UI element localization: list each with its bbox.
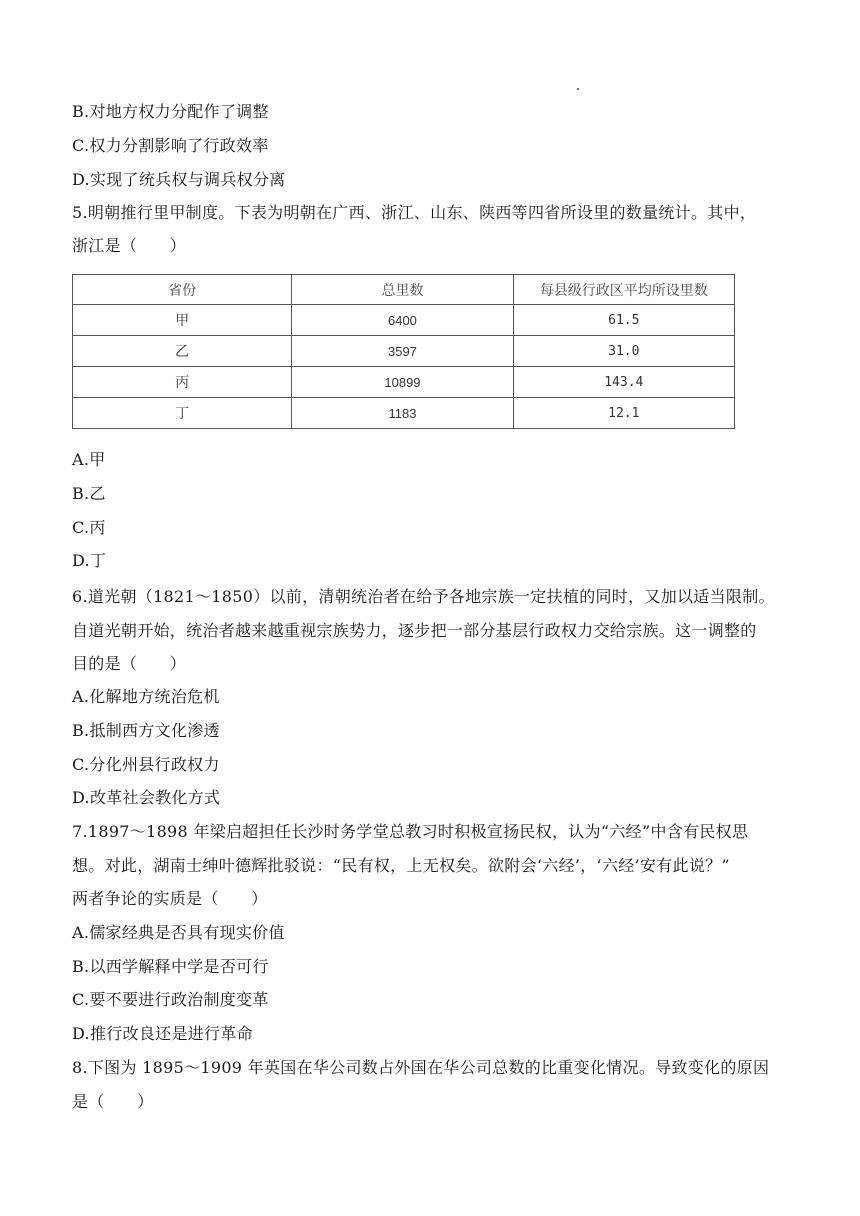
q6-option-a: A.化解地方统治危机 xyxy=(72,687,220,706)
table-row xyxy=(73,336,735,367)
q7-option-d: D.推行改良还是进行革命 xyxy=(72,1024,253,1043)
q8-stem-line1: 8.下图为 1895～1909 年英国在华公司数占外国在华公司总数的比重变化情况。导致变化的原因 xyxy=(72,1058,770,1077)
table-header: 省份 xyxy=(73,275,292,305)
q4-option-c: C.权力分割影响了行政效率 xyxy=(72,136,269,155)
table-row xyxy=(73,398,735,429)
data-table xyxy=(72,274,735,429)
table-cell: 甲 xyxy=(73,305,292,336)
table-cell: 10899 xyxy=(292,367,513,398)
table-cell: 61.5 xyxy=(513,305,734,336)
q7-stem-line1: 7.1897～1898 年梁启超担任长沙时务学堂总教习时积极宣扬民权，认为“六经”中含有民权思 xyxy=(72,822,749,841)
q6-option-c: C.分化州县行政权力 xyxy=(72,755,220,774)
q6-stem-line1: 6.道光朝（1821～1850）以前，清朝统治者在给予各地宗族一定扶植的同时，又加以适当限制。 xyxy=(72,587,775,606)
table-cell: 1183 xyxy=(292,398,513,429)
table-cell: 6400 xyxy=(292,305,513,336)
q8-stem-line2: 是（ ） xyxy=(72,1092,154,1111)
table-cell: 3597 xyxy=(292,336,513,367)
table-header: 总里数 xyxy=(292,275,513,305)
table-row xyxy=(73,305,735,336)
q6-stem-line3: 目的是（ ） xyxy=(72,654,187,673)
stray-dot xyxy=(577,88,579,90)
table-header: 每县级行政区平均所设里数 xyxy=(513,275,734,305)
table-cell: 143.4 xyxy=(513,367,734,398)
table-cell: 乙 xyxy=(73,336,292,367)
q5-stem-line2: 浙江是（ ） xyxy=(72,236,187,255)
table-cell: 12.1 xyxy=(513,398,734,429)
q7-option-c: C.要不要进行政治制度变革 xyxy=(72,990,269,1009)
q5-option-a: A.甲 xyxy=(72,450,106,469)
q6-stem-line2: 自道光朝开始，统治者越来越重视宗族势力，逐步把一部分基层行政权力交给宗族。这一调整的 xyxy=(72,621,757,640)
q7-option-b: B.以西学解释中学是否可行 xyxy=(72,957,269,976)
q4-option-d: D.实现了统兵权与调兵权分离 xyxy=(72,170,286,189)
q6-option-b: B.抵制西方文化渗透 xyxy=(72,721,220,740)
table-header-row xyxy=(73,275,735,305)
table-row xyxy=(73,367,735,398)
q7-stem-line3: 两者争论的实质是（ ） xyxy=(72,889,268,908)
q4-option-b: B.对地方权力分配作了调整 xyxy=(72,102,269,121)
q7-option-a: A.儒家经典是否具有现实价值 xyxy=(72,923,285,942)
table-cell: 丙 xyxy=(73,367,292,398)
table-cell: 丁 xyxy=(73,398,292,429)
q5-option-c: C.丙 xyxy=(72,518,106,537)
q6-option-d: D.改革社会教化方式 xyxy=(72,788,221,807)
q7-stem-line2: 想。对此，湖南士绅叶德辉批驳说：“民有权，上无权矣。欲附会‘六经’，‘六经’安有此说？” xyxy=(72,856,730,875)
table-cell: 31.0 xyxy=(513,336,734,367)
q5-option-d: D.丁 xyxy=(72,551,107,570)
q5-option-b: B.乙 xyxy=(72,484,106,503)
q5-stem-line1: 5.明朝推行里甲制度。下表为明朝在广西、浙江、山东、陕西等四省所设里的数量统计。其中， xyxy=(72,203,757,222)
